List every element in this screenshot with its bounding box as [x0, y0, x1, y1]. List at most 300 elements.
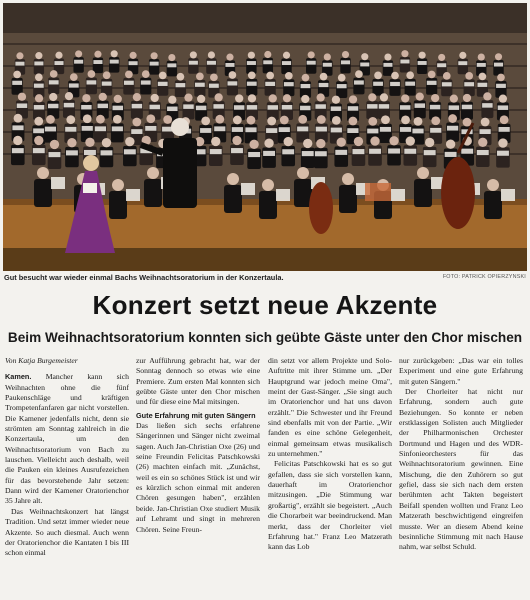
choir-sheet-music [462, 105, 473, 110]
choir-member-head [49, 93, 57, 101]
orchestra-musician-body [224, 185, 242, 213]
double-bass [441, 157, 475, 229]
choir-sheet-music [458, 61, 467, 65]
choir-member-body [340, 58, 350, 74]
orchestra-musician-head [112, 179, 124, 191]
choir-sheet-music [496, 84, 506, 88]
choir-member-head [380, 93, 388, 101]
choir-sheet-music [482, 103, 493, 108]
choir-sheet-music [149, 105, 160, 110]
choir-member-head [406, 71, 414, 79]
orchestra-musician-body [414, 179, 432, 207]
choir-sheet-music [66, 150, 78, 155]
choir-member-body [417, 58, 427, 74]
choir-member-head [266, 72, 274, 80]
choir-member-head [355, 70, 363, 78]
choir-member-head [332, 116, 341, 125]
choir-sheet-music [17, 103, 28, 108]
choir-member-head [459, 52, 466, 59]
choir-member-body [414, 100, 426, 118]
choir-sheet-music [445, 152, 457, 157]
choir-member-body [423, 147, 437, 167]
choir-member-head [215, 93, 223, 101]
choir-member-body [389, 79, 400, 96]
choir-sheet-music [263, 151, 275, 156]
choir-member-body [481, 100, 493, 118]
choir-member-head [285, 72, 293, 80]
article-column-3 [268, 356, 392, 600]
article-paragraph: Das Weihnachtskonzert hat längst Tradition. Und setzt immer wieder neue Akzente. So auch diesmal. Auch wenn der Oratorienchor die Kantaten I bis III schon einmal [5, 506, 129, 558]
choir-sheet-music [176, 83, 186, 87]
article-column-2 [136, 356, 260, 600]
choir-member-head [55, 52, 62, 59]
choir-member-head [302, 74, 310, 82]
choir-member-body [441, 79, 452, 96]
choir-member-body [73, 57, 83, 73]
choir-member-body [206, 58, 216, 74]
choir-member-head [370, 136, 379, 145]
choir-member-body [194, 80, 205, 97]
choir-member-body [352, 146, 366, 166]
choir-member-body [140, 78, 151, 95]
choir-member-head [463, 118, 472, 127]
choir-member-head [35, 73, 43, 81]
choir-sheet-music [319, 83, 329, 87]
choir-member-head [349, 95, 357, 103]
choir-sheet-music [354, 80, 364, 84]
article-body [5, 356, 525, 600]
choir-member-head [190, 51, 197, 58]
choir-member-head [280, 116, 289, 125]
choir-sheet-music [390, 82, 400, 86]
choir-member-body [100, 147, 114, 167]
choir-sheet-music [430, 105, 441, 110]
choir-member-head [431, 116, 440, 125]
choir-sheet-music [81, 105, 92, 110]
choir-member-head [133, 93, 141, 101]
choir-member-head [113, 115, 122, 124]
choir-member-head [500, 115, 509, 124]
choir-sheet-music [383, 63, 392, 67]
article-paragraph: din setzt vor allem Projekte und Solo-Auftritte mit ihrer Stimme um. „Der Hauptgrund war jedoch meine Oma", meint der Gast-Sänger. „Sie singt auch im Oratorienchor und hat uns davon erzählt." Die Schwester und ihr Freund sind ebenfalls mit von der Partie. „Wir fanden es eine schöne Gelegenheit, einmal gemeinsam etwas musikalisch zu unternehmen." [268, 356, 392, 459]
choir-member-head [211, 137, 220, 146]
choir-sheet-music [442, 82, 452, 86]
article-paragraph: zur Aufführung gebracht hat, war der Sonntag dennoch so etwas wie eine Premiere. Zum ersten Mal konnten sich geübte Gäste unter den Chor mischen und für diese eine Mal mitsingen. [136, 356, 260, 407]
choir-member-body [426, 78, 437, 95]
choir-member-head [88, 70, 96, 78]
choir-sheet-music [12, 81, 22, 85]
choir-sheet-music [195, 83, 205, 87]
choir-sheet-music [167, 63, 176, 67]
concert-scene-illustration [3, 3, 527, 271]
choir-sheet-music [141, 80, 151, 84]
choir-sheet-music [477, 63, 486, 67]
choir-member-body [86, 78, 97, 95]
choir-sheet-music [64, 103, 74, 108]
choir-sheet-music [33, 128, 44, 133]
choir-sheet-music [300, 106, 311, 111]
choir-member-head [235, 94, 243, 102]
choir-member-head [50, 70, 58, 78]
choir-sheet-music [86, 80, 96, 84]
choir-member-head [46, 115, 55, 124]
choir-member-head [401, 50, 408, 57]
choir-member-head [130, 52, 137, 59]
concert-photo [3, 3, 527, 271]
choir-sheet-music [34, 61, 43, 65]
choir-member-head [66, 115, 75, 124]
orchestra-musician-head [227, 173, 239, 185]
choir-member-body [131, 101, 143, 119]
choir-member-head [208, 51, 215, 58]
photo-caption-row [4, 273, 526, 285]
choir-sheet-music [282, 149, 294, 154]
choir-member-head [495, 53, 502, 60]
choir-member-body [111, 123, 124, 142]
choir-sheet-music [33, 148, 45, 153]
choir-sheet-music [124, 149, 136, 154]
choir-member-body [48, 149, 62, 169]
choir-sheet-music [48, 104, 59, 109]
choir-member-head [151, 52, 158, 59]
choir-member-body [65, 147, 79, 167]
choir-member-head [324, 53, 331, 60]
choir-sheet-music [341, 60, 350, 64]
choir-member-body [476, 147, 490, 167]
choir-sheet-music [494, 63, 503, 67]
choir-member-body [403, 145, 417, 165]
choir-sheet-music [315, 104, 326, 109]
choir-sheet-music [150, 62, 159, 66]
choir-member-head [264, 139, 273, 148]
paragraph-text: Mancher kann sich Weihnachten ohne die fünf Paukenschläge und kräftigen Trompetenfanfaren gar nicht vorstellen. Die Kamener jedenfalls nicht, denn sie strömten am Sonntag zahlreich in die Konzertaula, um den Weihnachtsoratorium von Bach zu lauschen. Vielleicht auch deshalb, weil die Pauken ein kleines Ausrufezeichen für das bevorstehende Jahr setzen: Dann wird der Kamener Oratorienchor 35 Jahre alt. [5, 372, 129, 506]
choir-member-head [391, 72, 399, 80]
choir-member-head [414, 117, 423, 126]
choir-member-body [123, 146, 137, 166]
choir-member-head [349, 117, 358, 126]
choir-sheet-music [266, 128, 277, 133]
music-stand-sheet [391, 189, 405, 201]
choir-member-head [264, 51, 271, 58]
choir-sheet-music [189, 61, 198, 65]
choir-member-head [34, 136, 43, 145]
music-stand-sheet [51, 177, 65, 189]
choir-sheet-music [367, 104, 378, 109]
music-stand-sheet [126, 189, 140, 201]
choir-member-head [65, 92, 73, 100]
choir-member-head [196, 73, 204, 81]
choir-member-head [111, 50, 118, 57]
choir-sheet-music [65, 127, 76, 132]
choir-member-head [446, 140, 455, 149]
orchestra-musician-body [109, 191, 127, 219]
choir-sheet-music [464, 82, 474, 86]
article-paragraph [5, 372, 129, 506]
choir-sheet-music [499, 127, 510, 132]
choir-sheet-music [352, 149, 364, 154]
orchestra-musician-head [147, 167, 159, 179]
choir-sheet-music [279, 127, 290, 132]
choir-member-head [14, 114, 23, 123]
choir-sheet-music [400, 60, 409, 64]
choir-member-head [419, 52, 426, 59]
choir-member-body [458, 59, 468, 75]
choir-member-body [368, 145, 382, 165]
choir-member-head [406, 136, 415, 145]
choir-member-body [493, 60, 503, 76]
choir-sheet-music [265, 82, 275, 86]
choir-member-body [387, 145, 401, 165]
choir-sheet-music [297, 127, 308, 132]
choir-sheet-music [247, 61, 256, 65]
choir-member-head [94, 51, 101, 58]
choir-sheet-music [437, 63, 446, 67]
choir-member-head [159, 72, 167, 80]
choir-member-head [85, 138, 94, 147]
choir-member-body [314, 148, 328, 168]
orchestra-musician-head [417, 167, 429, 179]
choir-member-head [197, 95, 205, 103]
choir-member-body [496, 147, 510, 167]
choir-sheet-music [337, 84, 347, 88]
choir-sheet-music [369, 149, 381, 154]
choir-member-head [201, 116, 210, 125]
choir-sheet-music [380, 127, 391, 132]
article-headline: Konzert setzt neue Akzente [92, 290, 438, 320]
choir-sheet-music [418, 61, 427, 65]
choir-sheet-music [102, 82, 112, 86]
choir-member-body [167, 61, 177, 77]
choir-member-head [125, 70, 133, 78]
choir-sheet-music [347, 128, 358, 133]
choir-member-body [281, 58, 291, 74]
music-stand-sheet [276, 189, 290, 201]
choir-member-head [428, 71, 436, 79]
ceiling-shadow [3, 3, 527, 33]
choir-sheet-music [213, 104, 224, 109]
choir-member-head [401, 94, 409, 102]
choir-member-head [96, 115, 105, 124]
choir-member-body [446, 123, 459, 142]
choir-sheet-music [477, 150, 489, 155]
article-column-1 [5, 356, 129, 600]
choir-sheet-music [112, 126, 123, 131]
choir-sheet-music [234, 105, 245, 110]
choir-member-body [301, 148, 315, 168]
choir-member-head [338, 74, 346, 82]
choir-member-head [13, 136, 22, 145]
choir-member-head [168, 54, 175, 61]
choir-member-body [188, 58, 198, 74]
choir-sheet-music [131, 129, 142, 134]
photo-caption: Gut besucht war wieder einmal Bachs Weihnachtsoratorium in der Konzertaula. [4, 273, 284, 282]
choir-member-head [35, 52, 42, 59]
choir-member-head [450, 95, 458, 103]
choir-member-head [248, 94, 256, 102]
choir-sheet-music [284, 82, 294, 86]
choir-member-head [70, 73, 78, 81]
choir-sheet-music [400, 127, 411, 132]
choir-sheet-music [405, 82, 415, 86]
choir-member-head [67, 138, 76, 147]
choir-member-head [283, 94, 291, 102]
choir-member-head [438, 54, 445, 61]
choir-sheet-music [113, 106, 124, 111]
orchestra-musician-body [259, 191, 277, 219]
choir-sheet-music [207, 61, 216, 65]
choir-sheet-music [132, 104, 143, 109]
byline: Von Katja Burgemeister [5, 356, 78, 365]
soloist-head [83, 155, 99, 171]
choir-sheet-music [430, 128, 441, 133]
choir-member-head [317, 115, 326, 124]
choir-member-head [498, 138, 507, 147]
choir-sheet-music [82, 126, 93, 131]
choir-member-body [405, 79, 416, 96]
choir-member-head [267, 117, 276, 126]
choir-member-head [465, 72, 473, 80]
choir-sheet-music [45, 127, 56, 132]
choir-member-head [283, 52, 290, 59]
choir-member-head [301, 95, 309, 103]
choir-sheet-music [158, 82, 168, 86]
choir-member-head [233, 116, 242, 125]
choir-member-body [461, 102, 473, 120]
choir-sheet-music [335, 150, 347, 155]
choir-sheet-music [34, 105, 45, 110]
choir-member-body [383, 60, 393, 76]
choir-member-head [479, 73, 487, 81]
choir-sheet-music [225, 63, 234, 67]
choir-sheet-music [209, 84, 219, 88]
choir-sheet-music [95, 126, 106, 131]
choir-member-body [182, 101, 194, 119]
choir-member-head [83, 114, 92, 123]
choir-member-head [381, 115, 390, 124]
choir-sheet-music [263, 60, 272, 64]
choir-member-head [443, 72, 451, 80]
choir-sheet-music [331, 106, 342, 111]
choir-member-head [342, 51, 349, 58]
choir-sheet-music [348, 106, 359, 111]
choir-member-head [50, 140, 59, 149]
music-stand [365, 183, 391, 201]
choir-member-head [284, 137, 293, 146]
choir-member-head [226, 54, 233, 61]
orchestra-musician-body [484, 191, 502, 219]
choir-member-body [262, 147, 276, 167]
choir-member-head [425, 138, 434, 147]
choir-member-head [368, 93, 376, 101]
choir-member-head [184, 94, 192, 102]
choir-sheet-music [245, 127, 256, 132]
choir-member-body [175, 80, 186, 97]
choir-member-body [109, 57, 119, 73]
choir-member-head [177, 73, 185, 81]
choir-sheet-music [247, 82, 257, 86]
choir-member-head [18, 93, 26, 101]
choir-member-head [354, 137, 363, 146]
choir-member-body [209, 146, 223, 166]
choir-member-body [283, 79, 294, 96]
choir-member-head [16, 52, 23, 59]
choir-member-head [75, 50, 82, 57]
choir-sheet-music [69, 83, 79, 87]
choir-member-head [389, 136, 398, 145]
choir-sheet-music [404, 149, 416, 154]
choir-member-head [35, 94, 43, 102]
choir-member-body [247, 149, 261, 169]
choir-sheet-music [316, 127, 327, 132]
cello [309, 182, 333, 234]
choir-sheet-music [498, 105, 509, 110]
music-stand-sheet [501, 189, 515, 201]
choir-member-head [163, 115, 172, 124]
choir-sheet-music [449, 105, 460, 110]
choir-sheet-music [12, 148, 24, 153]
article-column-4 [399, 356, 523, 600]
choir-member-body [336, 81, 347, 98]
choir-member-body [11, 145, 25, 165]
choir-member-body [123, 78, 134, 95]
choir-sheet-music [93, 60, 102, 64]
choir-member-head [229, 71, 237, 79]
choir-member-body [366, 101, 378, 119]
choir-member-body [32, 145, 46, 165]
choir-member-head [249, 140, 258, 149]
choir-sheet-music [183, 104, 194, 109]
orchestra-musician-head [262, 179, 274, 191]
choir-sheet-music [214, 126, 225, 131]
choir-member-body [12, 78, 23, 95]
choir-sheet-music [400, 105, 411, 110]
orchestra-musician-body [34, 179, 52, 207]
choir-member-body [157, 79, 168, 96]
choir-member-head [210, 73, 218, 81]
dateline: Kamen. [5, 372, 32, 382]
choir-member-head [416, 93, 424, 101]
choir-member-head [316, 139, 325, 148]
choir-member-body [372, 79, 383, 96]
choir-sheet-music [424, 150, 436, 155]
choir-sheet-music [231, 148, 243, 153]
soloist-sheet-music [83, 183, 97, 193]
choir-member-head [401, 115, 410, 124]
choir-sheet-music [379, 104, 390, 109]
choir-member-head [481, 118, 490, 127]
orchestra-musician-head [37, 167, 49, 179]
choir-member-body [263, 58, 273, 74]
choir-sheet-music [427, 81, 437, 85]
choir-member-body [246, 79, 257, 96]
choir-member-head [99, 93, 107, 101]
choir-sheet-music [84, 150, 96, 155]
choir-member-head [431, 94, 439, 102]
choir-member-body [93, 57, 103, 73]
choir-member-head [215, 115, 224, 124]
choir-sheet-music [282, 105, 293, 110]
choir-member-body [227, 79, 238, 96]
choir-sheet-music [15, 62, 24, 66]
choir-member-head [142, 70, 150, 78]
conductor-body [163, 138, 197, 208]
choir-member-head [82, 94, 90, 102]
choir-member-head [478, 138, 487, 147]
choir-sheet-music [302, 151, 314, 156]
choir-sheet-music [101, 150, 113, 155]
choir-member-head [125, 137, 134, 146]
orchestra-musician-head [342, 173, 354, 185]
